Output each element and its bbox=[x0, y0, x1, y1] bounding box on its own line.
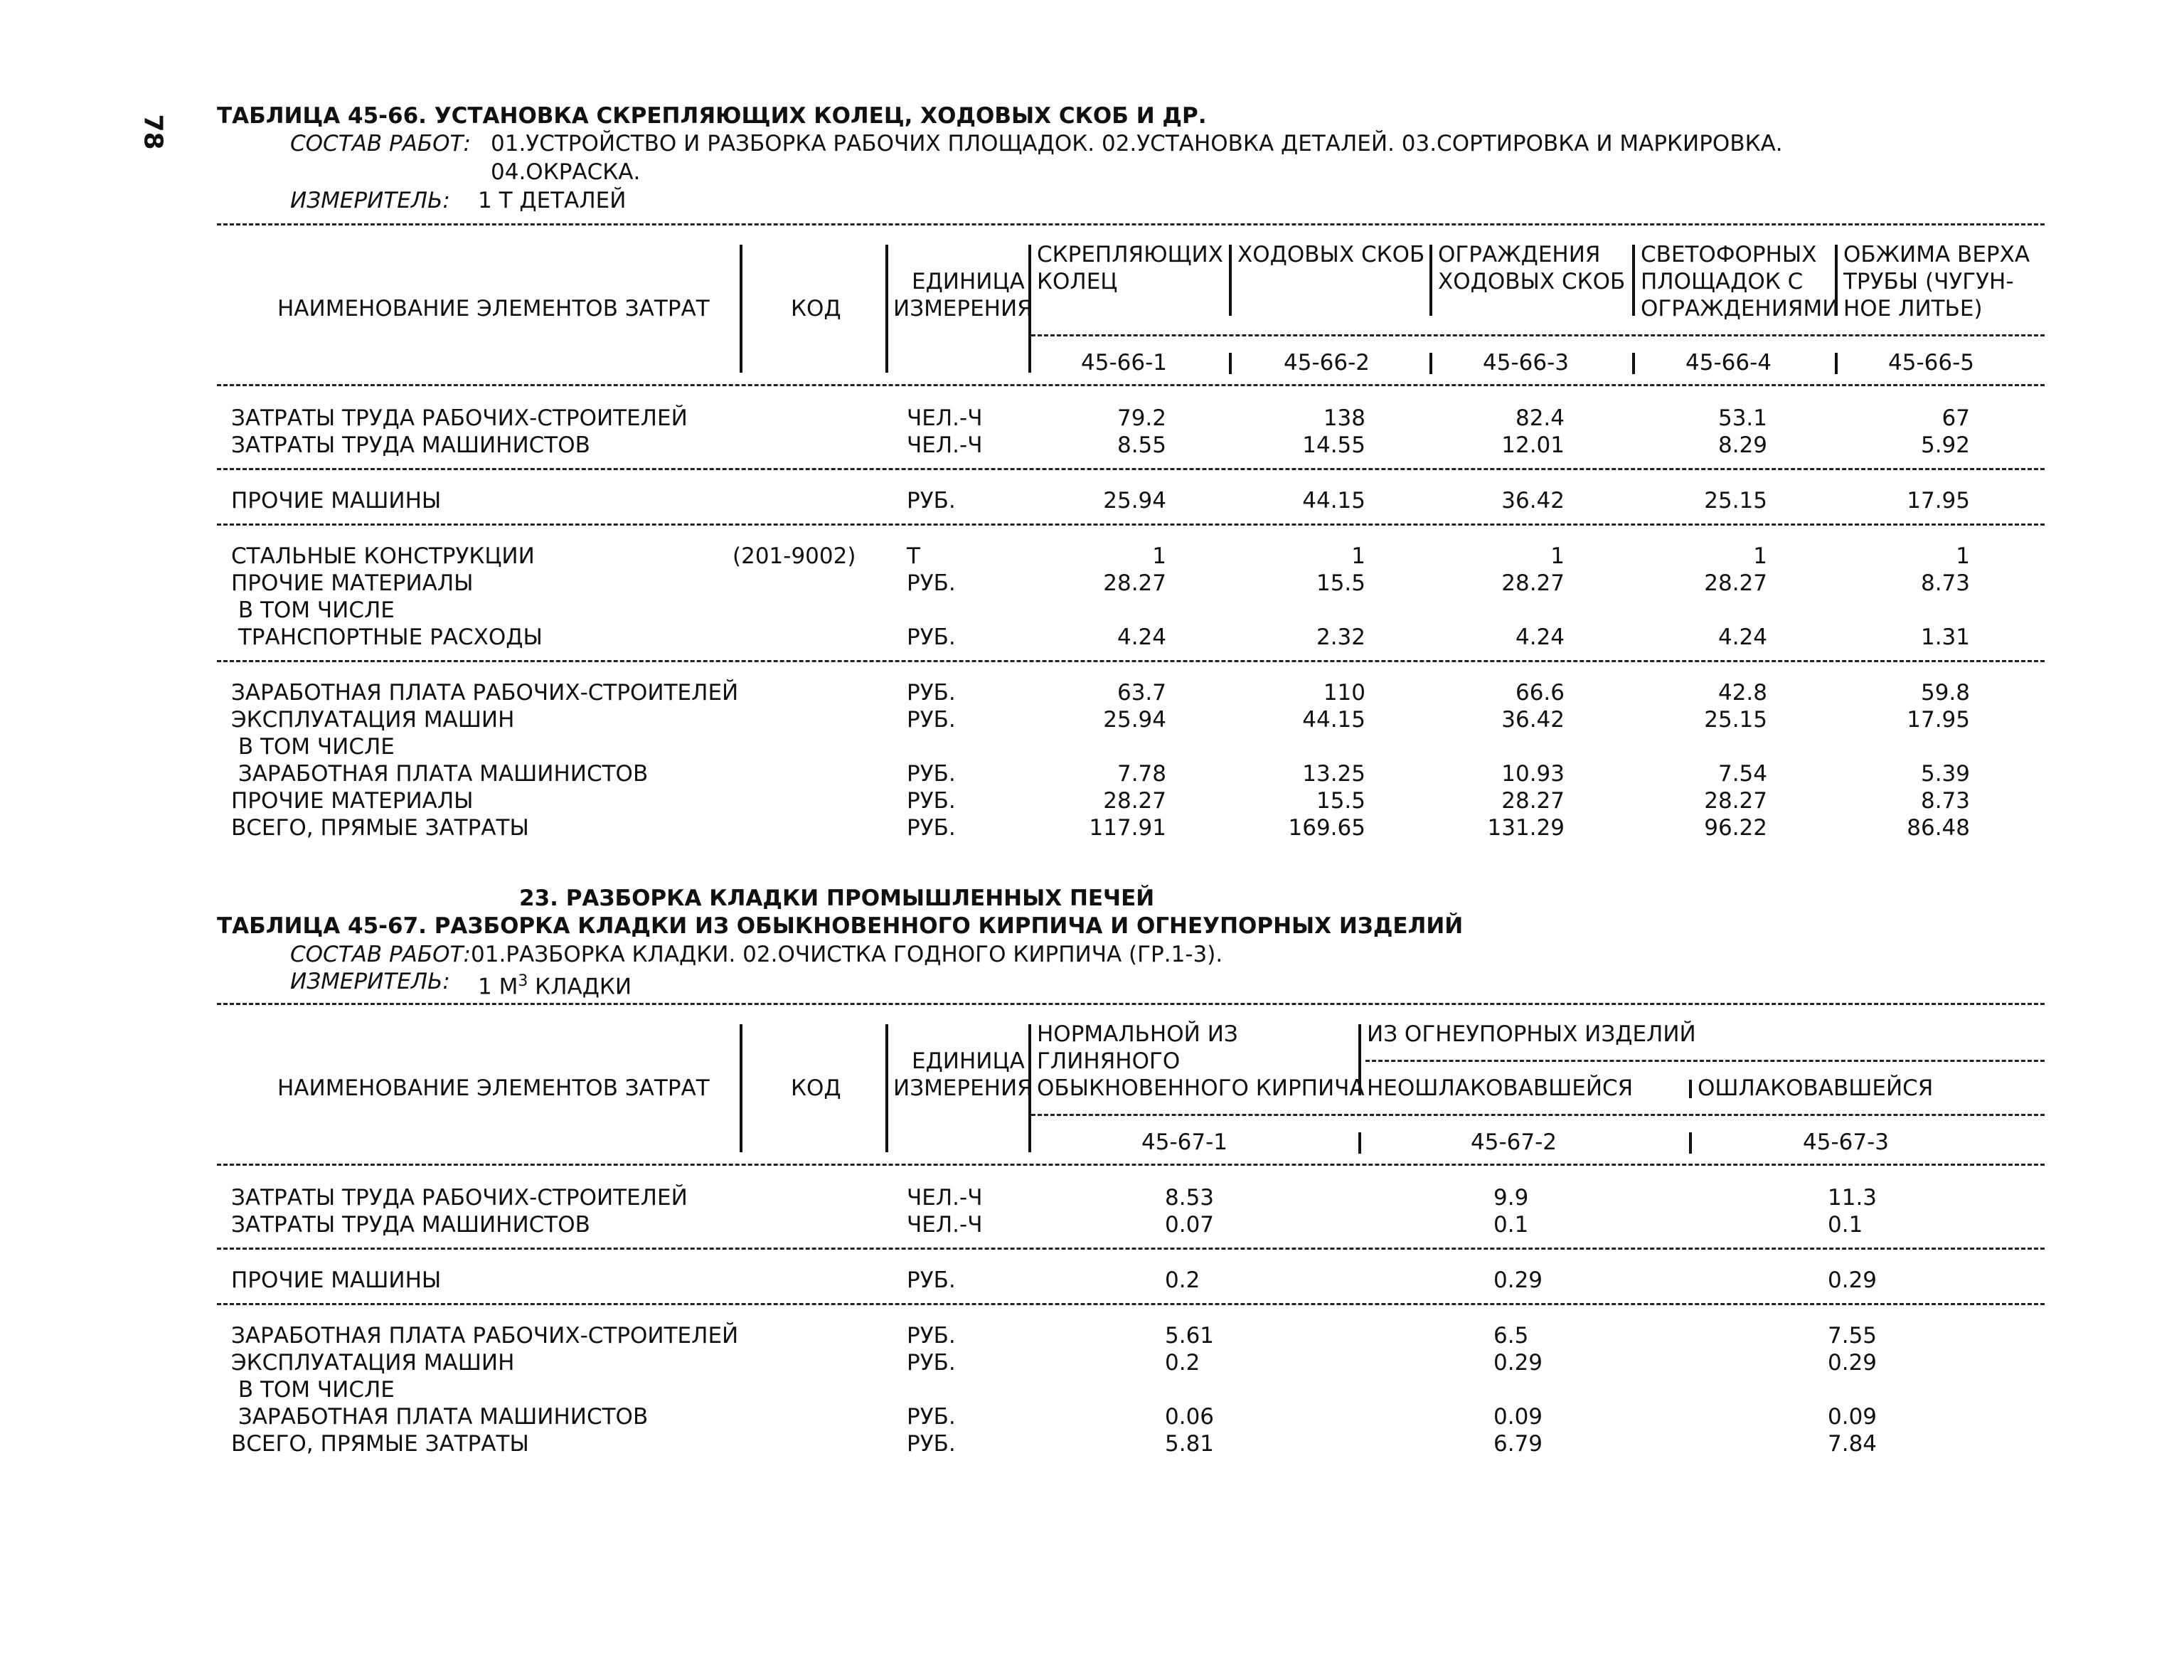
izmeritel-label: ИЗМЕРИТЕЛЬ: bbox=[290, 188, 450, 213]
row-name: ПРОЧИЕ МАШИНЫ bbox=[231, 1267, 442, 1293]
row-name: В ТОМ ЧИСЛЕ bbox=[231, 734, 395, 760]
header-col1: ОБЫКНОВЕННОГО КИРПИЧА bbox=[1037, 1075, 1365, 1101]
row-value: 36.42 bbox=[1501, 488, 1565, 514]
column-separator bbox=[740, 245, 742, 373]
code-45-66-1: 45-66-1 bbox=[1081, 350, 1167, 376]
sostav-label: СОСТАВ РАБОТ: bbox=[290, 131, 471, 156]
header-group: ИЗ ОГНЕУПОРНЫХ ИЗДЕЛИЙ bbox=[1367, 1021, 1696, 1047]
row-value: 28.27 bbox=[1501, 788, 1565, 814]
column-separator bbox=[1689, 1132, 1692, 1154]
row-value: 8.73 bbox=[1920, 570, 1970, 596]
row-name: ВСЕГО, ПРЯМЫЕ ЗАТРАТЫ bbox=[231, 1431, 529, 1457]
row-unit: РУБ. bbox=[907, 570, 956, 596]
row-unit: РУБ. bbox=[907, 1323, 956, 1349]
header-col3: ОШЛАКОВАВШЕЙСЯ bbox=[1698, 1075, 1934, 1101]
row-name: ЭКСПЛУАТАЦИЯ МАШИН bbox=[231, 1350, 515, 1376]
header-col1: СКРЕПЛЯЮЩИХ bbox=[1037, 242, 1223, 267]
row-unit: РУБ. bbox=[907, 1431, 956, 1457]
row-value: 14.55 bbox=[1302, 432, 1365, 458]
row-value: 7.84 bbox=[1828, 1431, 1877, 1457]
header-col2: НЕОШЛАКОВАВШЕЙСЯ bbox=[1367, 1075, 1634, 1101]
column-separator bbox=[1229, 353, 1232, 374]
row-name: ЗАРАБОТНАЯ ПЛАТА МАШИНИСТОВ bbox=[231, 1404, 649, 1430]
row-value: 25.15 bbox=[1704, 488, 1767, 514]
row-value: 5.81 bbox=[1165, 1431, 1215, 1457]
header-unit-line2: ИЗМЕРЕНИЯ bbox=[893, 296, 1033, 321]
row-value: 1 bbox=[1956, 543, 1970, 569]
header-kod: КОД bbox=[791, 1075, 841, 1101]
row-value: 0.29 bbox=[1828, 1350, 1877, 1376]
row-value: 79.2 bbox=[1117, 405, 1166, 431]
row-value: 7.78 bbox=[1117, 761, 1166, 787]
row-value: 0.2 bbox=[1165, 1267, 1200, 1293]
table-rule bbox=[217, 223, 2045, 225]
row-value: 13.25 bbox=[1302, 761, 1365, 787]
row-unit: ЧЕЛ.-Ч bbox=[907, 432, 983, 458]
header-subrule bbox=[1031, 1114, 2045, 1116]
row-value: 0.06 bbox=[1165, 1404, 1215, 1430]
table-rule bbox=[217, 1003, 2045, 1005]
row-name: ЗАТРАТЫ ТРУДА РАБОЧИХ-СТРОИТЕЛЕЙ bbox=[231, 1185, 688, 1211]
header-col4: СВЕТОФОРНЫХ bbox=[1641, 242, 1817, 267]
header-col5: ОБЖИМА ВЕРХА bbox=[1843, 242, 2030, 267]
row-value: 1 bbox=[1753, 543, 1767, 569]
row-value: 11.3 bbox=[1828, 1185, 1877, 1211]
row-value: 25.94 bbox=[1103, 488, 1166, 514]
row-value: 0.29 bbox=[1828, 1267, 1877, 1293]
row-value: 8.53 bbox=[1165, 1185, 1215, 1211]
table-45-67-title: ТАБЛИЦА 45-67. РАЗБОРКА КЛАДКИ ИЗ ОБЫКНОВЕННОГО КИРПИЧА И ОГНЕУПОРНЫХ ИЗДЕЛИЙ bbox=[217, 913, 1464, 939]
header-col3: ОГРАЖДЕНИЯ bbox=[1438, 242, 1601, 267]
row-name: ЗАРАБОТНАЯ ПЛАТА МАШИНИСТОВ bbox=[231, 761, 649, 787]
row-value: 4.24 bbox=[1515, 624, 1565, 650]
column-separator bbox=[1429, 245, 1432, 316]
table-45-66-title: ТАБЛИЦА 45-66. УСТАНОВКА СКРЕПЛЯЮЩИХ КОЛЕЦ, ХОДОВЫХ СКОБ И ДР. bbox=[217, 103, 1207, 129]
column-separator bbox=[1358, 1132, 1361, 1154]
row-value: 42.8 bbox=[1717, 680, 1767, 706]
header-name: НАИМЕНОВАНИЕ ЭЛЕМЕНТОВ ЗАТРАТ bbox=[277, 296, 710, 321]
header-col5: ТРУБЫ (ЧУГУН- bbox=[1843, 269, 2014, 294]
row-value: 12.01 bbox=[1501, 432, 1565, 458]
row-value: 96.22 bbox=[1704, 815, 1767, 841]
row-value: 66.6 bbox=[1515, 680, 1565, 706]
row-value: 5.39 bbox=[1920, 761, 1970, 787]
table-rule bbox=[217, 1303, 2045, 1305]
sostav-text-line2: 04.ОКРАСКА. bbox=[491, 159, 641, 185]
column-separator bbox=[1632, 245, 1635, 316]
table-rule bbox=[217, 1164, 2045, 1166]
sostav-text: 01.РАЗБОРКА КЛАДКИ. 02.ОЧИСТКА ГОДНОГО КИРПИЧА (ГР.1-3). bbox=[471, 942, 1223, 967]
row-name: ЭКСПЛУАТАЦИЯ МАШИН bbox=[231, 707, 515, 733]
row-value: 59.8 bbox=[1920, 680, 1970, 706]
page-number: 78 bbox=[138, 114, 168, 150]
row-unit: РУБ. bbox=[907, 815, 956, 841]
code-45-67-1: 45-67-1 bbox=[1141, 1129, 1227, 1155]
row-value: 5.61 bbox=[1165, 1323, 1215, 1349]
row-value: 138 bbox=[1323, 405, 1365, 431]
row-value: 1 bbox=[1351, 543, 1365, 569]
table-rule bbox=[217, 384, 2045, 386]
row-unit: ЧЕЛ.-Ч bbox=[907, 405, 983, 431]
section-title: 23. РАЗБОРКА КЛАДКИ ПРОМЫШЛЕННЫХ ПЕЧЕЙ bbox=[519, 886, 1155, 911]
row-value: 8.73 bbox=[1920, 788, 1970, 814]
column-separator bbox=[1689, 1080, 1692, 1098]
column-separator bbox=[1632, 353, 1635, 374]
row-value: 15.5 bbox=[1316, 788, 1365, 814]
header-col5: НОЕ ЛИТЬЕ) bbox=[1843, 296, 1983, 321]
row-unit: Т bbox=[907, 543, 920, 569]
header-unit-line1: ЕДИНИЦА bbox=[912, 1048, 1025, 1074]
row-value: 36.42 bbox=[1501, 707, 1565, 733]
row-unit: РУБ. bbox=[907, 680, 956, 706]
row-value: 5.92 bbox=[1920, 432, 1970, 458]
header-subrule bbox=[1031, 334, 2045, 336]
row-value: 7.55 bbox=[1828, 1323, 1877, 1349]
row-value: 0.07 bbox=[1165, 1212, 1215, 1238]
row-name: ЗАТРАТЫ ТРУДА МАШИНИСТОВ bbox=[231, 432, 590, 458]
row-unit: РУБ. bbox=[907, 1350, 956, 1376]
header-col1: КОЛЕЦ bbox=[1037, 269, 1118, 294]
row-value: 1 bbox=[1550, 543, 1565, 569]
row-value: 7.54 bbox=[1717, 761, 1767, 787]
row-unit: РУБ. bbox=[907, 707, 956, 733]
header-subrule bbox=[1365, 1060, 2045, 1062]
row-value: 67 bbox=[1941, 405, 1970, 431]
row-value: 10.93 bbox=[1501, 761, 1565, 787]
row-name: В ТОМ ЧИСЛЕ bbox=[231, 597, 395, 623]
code-45-66-4: 45-66-4 bbox=[1685, 350, 1772, 376]
header-kod: КОД bbox=[791, 296, 841, 321]
row-name: ПРОЧИЕ МАТЕРИАЛЫ bbox=[231, 788, 474, 814]
row-value: 0.2 bbox=[1165, 1350, 1200, 1376]
row-value: 117.91 bbox=[1089, 815, 1166, 841]
row-value: 1.31 bbox=[1920, 624, 1970, 650]
table-rule bbox=[217, 660, 2045, 662]
code-45-66-2: 45-66-2 bbox=[1284, 350, 1370, 376]
row-value: 0.09 bbox=[1828, 1404, 1877, 1430]
row-unit: РУБ. bbox=[907, 1404, 956, 1430]
table-rule bbox=[217, 1248, 2045, 1250]
row-name: В ТОМ ЧИСЛЕ bbox=[231, 1377, 395, 1403]
row-value: 0.29 bbox=[1493, 1267, 1543, 1293]
row-name: ПРОЧИЕ МАТЕРИАЛЫ bbox=[231, 570, 474, 596]
row-value: 63.7 bbox=[1117, 680, 1166, 706]
row-unit: РУБ. bbox=[907, 488, 956, 514]
row-value: 82.4 bbox=[1515, 405, 1565, 431]
row-value: 17.95 bbox=[1907, 488, 1970, 514]
row-value: 28.27 bbox=[1501, 570, 1565, 596]
sostav-label: СОСТАВ РАБОТ: bbox=[290, 942, 471, 967]
row-value: 1 bbox=[1152, 543, 1166, 569]
row-value: 8.29 bbox=[1717, 432, 1767, 458]
row-value: 4.24 bbox=[1117, 624, 1166, 650]
row-value: 28.27 bbox=[1704, 788, 1767, 814]
row-value: 44.15 bbox=[1302, 707, 1365, 733]
superscript-3: 3 bbox=[518, 972, 528, 990]
row-value: 0.29 bbox=[1493, 1350, 1543, 1376]
header-col2: ХОДОВЫХ СКОБ bbox=[1237, 242, 1425, 267]
row-value: 25.15 bbox=[1704, 707, 1767, 733]
row-name: ЗАРАБОТНАЯ ПЛАТА РАБОЧИХ-СТРОИТЕЛЕЙ bbox=[231, 680, 739, 706]
header-col4: ПЛОЩАДОК С bbox=[1641, 269, 1804, 294]
row-value: 9.9 bbox=[1493, 1185, 1529, 1211]
column-separator bbox=[1429, 353, 1432, 374]
column-separator bbox=[740, 1024, 742, 1152]
code-45-66-3: 45-66-3 bbox=[1483, 350, 1569, 376]
row-unit: РУБ. bbox=[907, 788, 956, 814]
sostav-text-line1: 01.УСТРОЙСТВО И РАЗБОРКА РАБОЧИХ ПЛОЩАДОК. 02.УСТАНОВКА ДЕТАЛЕЙ. 03.СОРТИРОВКА И МАРКИРОВКА. bbox=[491, 131, 1783, 156]
column-separator bbox=[1229, 245, 1232, 316]
row-name: ПРОЧИЕ МАШИНЫ bbox=[231, 488, 442, 514]
row-name: ЗАТРАТЫ ТРУДА РАБОЧИХ-СТРОИТЕЛЕЙ bbox=[231, 405, 688, 431]
row-value: 110 bbox=[1323, 680, 1365, 706]
header-col1: ГЛИНЯНОГО bbox=[1037, 1048, 1181, 1074]
row-value: 44.15 bbox=[1302, 488, 1365, 514]
row-value: 28.27 bbox=[1103, 570, 1166, 596]
izmeritel-value: 1 $М^3$ КЛАДКИ bbox=[478, 972, 632, 1000]
header-unit-line1: ЕДИНИЦА bbox=[912, 269, 1025, 294]
row-value: 17.95 bbox=[1907, 707, 1970, 733]
header-col3: ХОДОВЫХ СКОБ bbox=[1438, 269, 1626, 294]
row-name: ТРАНСПОРТНЫЕ РАСХОДЫ bbox=[231, 624, 543, 650]
column-separator bbox=[885, 245, 888, 373]
row-unit: РУБ. bbox=[907, 761, 956, 787]
row-name: СТАЛЬНЫЕ КОНСТРУКЦИИ bbox=[231, 543, 535, 569]
header-unit-line2: ИЗМЕРЕНИЯ bbox=[893, 1075, 1033, 1101]
row-value: 28.27 bbox=[1103, 788, 1166, 814]
row-value: 15.5 bbox=[1316, 570, 1365, 596]
row-value: 6.5 bbox=[1493, 1323, 1529, 1349]
row-value: 6.79 bbox=[1493, 1431, 1543, 1457]
row-value: 0.1 bbox=[1493, 1212, 1529, 1238]
table-rule bbox=[217, 468, 2045, 470]
row-value: 4.24 bbox=[1717, 624, 1767, 650]
column-separator bbox=[885, 1024, 888, 1152]
table-rule bbox=[217, 523, 2045, 526]
row-value: 28.27 bbox=[1704, 570, 1767, 596]
row-name: ЗАТРАТЫ ТРУДА МАШИНИСТОВ bbox=[231, 1212, 590, 1238]
izmeritel-value: 1 Т ДЕТАЛЕЙ bbox=[478, 188, 627, 213]
izmeritel-label: ИЗМЕРИТЕЛЬ: bbox=[290, 969, 450, 994]
header-name: НАИМЕНОВАНИЕ ЭЛЕМЕНТОВ ЗАТРАТ bbox=[277, 1075, 710, 1101]
row-value: 0.1 bbox=[1828, 1212, 1863, 1238]
row-value: 131.29 bbox=[1487, 815, 1565, 841]
row-name: ЗАРАБОТНАЯ ПЛАТА РАБОЧИХ-СТРОИТЕЛЕЙ bbox=[231, 1323, 739, 1349]
row-name: ВСЕГО, ПРЯМЫЕ ЗАТРАТЫ bbox=[231, 815, 529, 841]
row-value: 2.32 bbox=[1316, 624, 1365, 650]
row-value: 53.1 bbox=[1717, 405, 1767, 431]
column-separator bbox=[1835, 353, 1838, 374]
row-value: 8.55 bbox=[1117, 432, 1166, 458]
header-col4: ОГРАЖДЕНИЯМИ bbox=[1641, 296, 1839, 321]
row-unit: ЧЕЛ.-Ч bbox=[907, 1185, 983, 1211]
row-unit: РУБ. bbox=[907, 624, 956, 650]
code-45-66-5: 45-66-5 bbox=[1888, 350, 1974, 376]
row-unit: ЧЕЛ.-Ч bbox=[907, 1212, 983, 1238]
row-kod: (201-9002) bbox=[733, 543, 856, 569]
code-45-67-2: 45-67-2 bbox=[1471, 1129, 1557, 1155]
header-col1: НОРМАЛЬНОЙ ИЗ bbox=[1037, 1021, 1238, 1047]
code-45-67-3: 45-67-3 bbox=[1803, 1129, 1889, 1155]
row-value: 25.94 bbox=[1103, 707, 1166, 733]
row-value: 169.65 bbox=[1288, 815, 1365, 841]
row-value: 0.09 bbox=[1493, 1404, 1543, 1430]
row-unit: РУБ. bbox=[907, 1267, 956, 1293]
row-value: 86.48 bbox=[1907, 815, 1970, 841]
